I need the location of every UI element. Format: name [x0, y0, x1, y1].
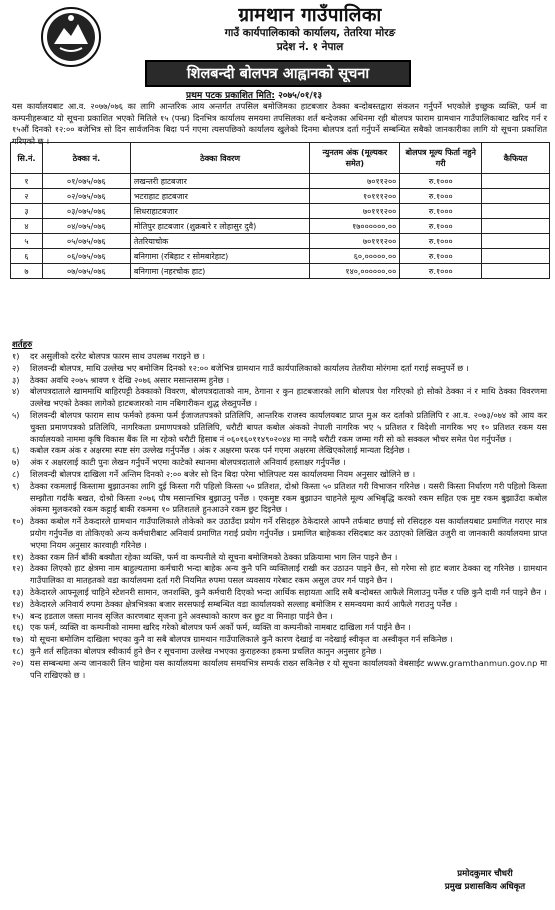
condition-item [12, 658, 547, 682]
condition-number: ८) [12, 468, 20, 479]
condition-number: १५) [12, 610, 24, 621]
table-cell: रु.१००० [400, 219, 482, 234]
condition-item [12, 481, 547, 516]
province-line: प्रदेश नं. १ नेपाल [276, 41, 344, 53]
condition-text: यस सम्बन्धमा अन्य जानकारी लिन चाहेमा यस कार्यालयमा कार्यालय समयभित्र सम्पर्क राख्न सकिनेछ र यो सूचना कार्यालयको वेबसाईट www.gramthanmun.gov.np मा पनि राखिएको छ । [30, 657, 547, 680]
condition-text: ठेक्का कबोल गर्ने ठेकदारले ग्रामथान गाउँपालिकाले तोकेको कर उठाउँदा प्रयोग गर्ने रसिदहरु ठेकेदारले आफ्नै तर्फबाट छपाई सो रसिदहरु यस कार्यालयबाट प्रमाणित गराएर मात्र प्रयोग गर्नुपर्नेछ वा तोकिएको अन्य कर्मचारीबाट अनिवार्य प्रमाणित गराई प्रयोग गर्नुपर्नेछ । प्रमाणित बाहेकका रसिदबाट कर उठाएको लिखित उजुरी वा जानकारी कार्यालयमा प्राप्त भएमा नियम अनुसार कारवाही गरिनेछ । [30, 516, 547, 550]
condition-number: १८) [12, 645, 24, 656]
condition-item [12, 599, 547, 611]
condition-item [12, 410, 547, 445]
condition-text: कबोल रकम अंक र अक्षरमा स्पष्ट संग उल्लेख गर्नुपर्नेछ । अंक र अक्षरमा फरक पर्न गएमा अक्षरमा लेखिएकोलाई मान्यता दिईनेछ । [30, 445, 410, 456]
table-cell: रु.१००० [400, 204, 482, 219]
condition-number: २) [12, 362, 20, 373]
condition-text: दर असुलीको दररेट बोलपत्र फारम साथ उपलब्ध गराइने छ । [30, 351, 206, 361]
office-subtitle: गाउँ कार्यपालिकाको कार्यालय, तेतरिया मोरङ [224, 27, 396, 39]
table-cell [482, 204, 550, 219]
condition-number: ९) [12, 480, 20, 491]
notice-header [0, 0, 555, 100]
table-row [11, 189, 550, 204]
condition-text: ठेक्का रकम तिर्न बाँकी बक्यौता रहेका व्यक्ति, फर्म वा कम्पनीले यो सूचना बमोजिमको ठेक्का प्रक्रियामा भाग लिन पाइने छैन । [30, 551, 398, 562]
table-cell: ७०११२०० [310, 174, 400, 189]
condition-number: १६) [12, 622, 24, 633]
condition-item [12, 375, 547, 387]
table-cell: ४ [11, 219, 43, 234]
condition-text: बोलपत्रदाताले खाममाथि बाहिरपट्टी ठेक्काको विवरण, बोलपत्रदाताको नाम, ठेगाना र कुन हाटबजारको लागि बोलपत्र पेश गरिएको हो सोको ठेक्का नं र माथि ठेक्का विवरणमा उल्लेख भएको ठेक्का लागेको हाटबजारको नाम नबिगारीकन शुद्ध लेख्नुपर्नेछ । [30, 386, 547, 409]
condition-text: ठेक्का लिएको हाट क्षेत्रमा नाम बाहुल्यतामा कर्मचारी भन्दा बाहेक अन्य कुनै पनि व्यक्तिलाई राखी कर उठाउन पाइने छैन, सो गरेमा सो हाट बजार ठेक्का रद्द गरिनेछ । ग्रामथान गाउँपालिका वा मातहतको वडा कार्यालयमा दर्ता गरी नियमित रुपमा पसल व्यवसाय गरेबाट रकम असुल उपर गर्न पाइने छैन । [30, 563, 547, 586]
condition-number: २०) [12, 657, 24, 668]
table-cell: ७०१११२०० [310, 234, 400, 249]
condition-item [12, 516, 547, 551]
table-cell [482, 249, 550, 264]
condition-text: ठेकेदारले अनिवार्य रुपमा ठेक्का क्षेत्रभित्रका बजार सरसफाई सम्बन्धित वडा कार्यालयको सल्लाह बमोजिम र समन्वयमा कार्य आफैले गराउनु पर्नेछ । [30, 598, 458, 609]
condition-number: १०) [12, 516, 24, 527]
table-cell: ७०१११२०० [310, 204, 400, 219]
conditions-title: शर्तहरु [12, 340, 33, 350]
publication-date-line [186, 88, 322, 101]
header-text [140, 4, 480, 54]
signatory-title: प्रमुख प्रशासकिय अधिकृत [444, 882, 526, 892]
table-cell: १४०,००००००.०० [310, 264, 400, 279]
condition-item [12, 457, 547, 469]
table-cell: ६०,०००००.०० [310, 249, 400, 264]
condition-number: ५) [12, 409, 20, 420]
col-header-bid-price: बोलपत्र मूल्य फिर्ता नहुने गरी [400, 143, 482, 174]
condition-number: १३) [12, 586, 24, 597]
table-cell [482, 219, 550, 234]
table-row [11, 204, 550, 219]
table-cell: बनिगामा (रबिहाट र सोमबारेहाट) [130, 249, 310, 264]
condition-text: ठेक्का अवधि २०७५ श्रावण १ देखि २०७६ असार मसान्तसम्म हुनेछ । [30, 374, 230, 385]
table-header-row [11, 143, 550, 174]
table-cell [482, 189, 550, 204]
table-row [11, 264, 550, 279]
tender-table [10, 142, 550, 279]
pub-date-value: २०७५/०१/१३ [278, 91, 323, 101]
pub-date-label: प्रथम पटक प्रकाशित मिति: [186, 91, 275, 101]
condition-text: कुनै शर्त सहितका बोलपत्र स्वीकार्य हुने छैन र सूचनामा उल्लेख नभएका कुराहरुका हकमा प्रचलित कानुन अनुसार हुनेछ । [30, 645, 382, 656]
table-cell: ०२/०७५/०७६ [42, 189, 130, 204]
table-cell: भटराहाट हाटबजार [130, 189, 310, 204]
table-cell: ०१/०७५/०७६ [42, 174, 130, 189]
table-cell: तेतरियाचोक [130, 234, 310, 249]
condition-item [12, 351, 547, 363]
table-cell: १७००००००.०० [310, 219, 400, 234]
condition-item [12, 646, 547, 658]
table-row [11, 234, 550, 249]
condition-number: १७) [12, 634, 24, 645]
condition-number: ११) [12, 551, 24, 562]
condition-text: शिलवन्दी बोलपत्र दाखिला गर्ने अन्तिम दिनको २:०० बजेर सो दिन बिदा परेमा भोलिपल्ट यस कार्यालयमा नियम अनुसार खोलिने छ । [30, 468, 416, 479]
table-cell: लखन्तरी हाटबजार [130, 174, 310, 189]
table-cell: ०६/०७५/०७६ [42, 249, 130, 264]
table-row [11, 174, 550, 189]
table-cell: २ [11, 189, 43, 204]
table-cell: ०४/०७५/०७६ [42, 219, 130, 234]
condition-item [12, 445, 547, 457]
col-header-contract-no: ठेक्का नं. [42, 143, 130, 174]
table-row [11, 249, 550, 264]
table-cell: ७ [11, 264, 43, 279]
conditions-list [12, 351, 547, 681]
condition-item [12, 611, 547, 623]
condition-text: शिलवन्दी बोलपत्र फाराम साथ फर्मको हकमा फर्म ईजाजतपत्रको प्रतिलिपि, आन्तरिक राजस्व कार्यालयबाट प्राप्त मुअ कर दर्ताको प्रतिलिपि र आ.व. २०७३/०७४ को आय कर चुक्ता प्रमाणपत्रको प्रतिलिपि, नागरिकता प्रमाणपत्रको प्रतिलिपि, धरौटी बापत कबोल अंकको नेपाली नागरिक भए ५ प्रतिशत र विदेशी नागरिक भए १० प्रतिशत रकम यस कार्यालयको नाममा कृषि विकास बैंक लि मा रहेको धरौटी हिसाब नं ०६०१६०११४९०२०४४ मा नगदै धरौटी रकम जम्मा गरी सो को सक्कल भौचर समेत पेश गर्नुपर्नेछ । [30, 409, 547, 444]
condition-number: ३) [12, 374, 20, 385]
condition-number: ६) [12, 445, 20, 456]
condition-number: ७) [12, 457, 20, 468]
col-header-remarks: कैफियत [482, 143, 550, 174]
condition-item [12, 386, 547, 410]
condition-item [12, 587, 547, 599]
table-row [11, 219, 550, 234]
condition-number: ४) [12, 386, 20, 397]
condition-text: ठेक्का रकमलाई किस्तामा बुझाउनका लागि दुई किस्ता गरी पहिलो किस्ता ५० प्रतिशत, दोश्रो किस्ता ५० प्रतिशत गरी विभाजन गरिनेछ । यसरी किस्ता निर्धारण गरी पहिलो किस्ता सम्झौता गर्दाकै बखत, दोश्रो किस्ता २०७६ पौष मसान्तभित्र बुझाउनु पर्नेछ । एकमुष्ट रकम बुझाउन चाहनेले मूल्य अभिबृद्धि करको रकम सहित एक मुष्ट रकम बुझाउँदा कबोल अंकमा मुलकरको रकम कट्टाई बाकी रकममा १० प्रतिशतले हुनआउने रकम छुट दिइनेछ । [30, 480, 547, 515]
table-cell: बनिगामा (नहरचोक हाट) [130, 264, 310, 279]
table-cell: रु.१००० [400, 264, 482, 279]
col-header-min-amount: न्युनतम अंक (मूल्यकर समेत) [310, 143, 400, 174]
condition-text: अंक र अक्षरलाई काटी पुनः लेखन गर्नुपर्ने भएमा काटेको स्थानमा बोलपत्रदाताले अनिवार्य हस्ताक्षर गर्नुपर्नेछ । [30, 457, 346, 468]
condition-item [12, 563, 547, 587]
table-cell: रु.१००० [400, 249, 482, 264]
signature-block [420, 868, 550, 894]
table-cell: रु.१००० [400, 189, 482, 204]
condition-item [12, 622, 547, 634]
table-cell: १०१११२०० [310, 189, 400, 204]
table-cell: रु.१००० [400, 174, 482, 189]
condition-number: १४) [12, 598, 24, 609]
condition-number: १) [12, 351, 20, 361]
table-cell: ०५/०७५/०७६ [42, 234, 130, 249]
table-cell [482, 234, 550, 249]
condition-text: शिलवन्दी बोलपत्र, माथि उल्लेख भए बमोजिम दिनको १२:०० बजेभित्र ग्रामथान गाउँ कार्यपालिकाको कार्यालय तेतरीया मोरंगमा दर्ता गराई सक्नुपर्ने छ । [30, 362, 469, 373]
table-cell: रु.१००० [400, 234, 482, 249]
condition-text: ठेकेदारले आफ्नूलाई चाहिने स्टेशनरी सामान, जनशक्ति, कुनै कर्मचारी दिएको भन्दा आर्थिक सहायता आदि सबै बन्दोबस्त आफैले मिलाउनु पर्नेछ र पछि कुनै दावी गर्न पाइने छैन । [30, 586, 547, 597]
condition-item [12, 363, 547, 375]
table-cell: १ [11, 174, 43, 189]
notice-banner: शिलबन्दी बोलपत्र आह्वानको सूचना [145, 60, 411, 87]
signatory-name: प्रमोदकुमार चौधरी [457, 869, 513, 879]
condition-text: एक फर्म, व्यक्ति वा कम्पनीको नाममा खरिद गरेको बोलपत्र फर्म अर्को फर्म, व्यक्ति वा कम्पनीको नामबाट दाखिला गर्न पाईने छैन । [30, 622, 411, 633]
table-cell: ५ [11, 234, 43, 249]
table-cell: ३ [11, 204, 43, 219]
col-header-sn: सि.नं. [11, 143, 43, 174]
table-cell: ०३/०७५/०७६ [42, 204, 130, 219]
table-cell: ६ [11, 249, 43, 264]
condition-text: बन्द हडताल जस्ता मानव सृजित कारणबाट सृजना हुने अवस्थाको कारण कर छुट वा मिनाहा पाईने छैन । [30, 610, 333, 621]
intro-paragraph: यस कार्यालयबाट आ.व. २०७७/०७६ का लागि आन्तरिक आय अन्तर्गत तपसिल बमोजिमका हाटबजार ठेक्का बन्दोबस्तद्वारा संकलन गर्नुपर्ने भएकोले इच्छुक व्यक्ति, फर्म वा कम्पनीहरूबाट यो सूचना प्रकाशित भएको मितिले १५ (पन्ध्र) दिनभित्र कार्यालय समयमा तपसिलका शर्त बन्देजका अधिनमा रही बोलपत्र फाराम ग्रामथान गाउँपालिकाबाट खरिद गर्न र १५औं दिनको १२:०० बजेभित्र सो दिन सार्वजनिक बिदा पर्न गएमा त्यसपछिको कार्यालय खुलेको दिनमा बोलपत्र दर्ता गर्नुपर्ने सम्बन्धित सबैको जानकारीका लागि यो सूचना प्रकाशित गरिएको छ । [12, 101, 547, 146]
condition-text: यो सूचना बमोजिम दाखिला भएका कुनै वा सबै बोलपत्र ग्रामथान गाउँपालिकाले कुनै कारण देखाई वा नदेखाई स्वीकृत वा अस्वीकृत गर्न सकिनेछ । [30, 634, 453, 645]
municipality-title: ग्रामथान गाउँपालिका [238, 4, 382, 26]
condition-item [12, 469, 547, 481]
table-cell: मोतिपुर हाटबजार (शुक्रबारे र लोहासुर दुवै) [130, 219, 310, 234]
condition-item [12, 552, 547, 564]
condition-item [12, 634, 547, 646]
condition-number: १२) [12, 563, 24, 574]
table-cell [482, 264, 550, 279]
government-emblem-icon [40, 6, 102, 68]
table-cell: सिधराहाटबजार [130, 204, 310, 219]
table-cell [482, 174, 550, 189]
table-cell: ०७/०७५/०७६ [42, 264, 130, 279]
col-header-description: ठेक्का विवरण [130, 143, 310, 174]
